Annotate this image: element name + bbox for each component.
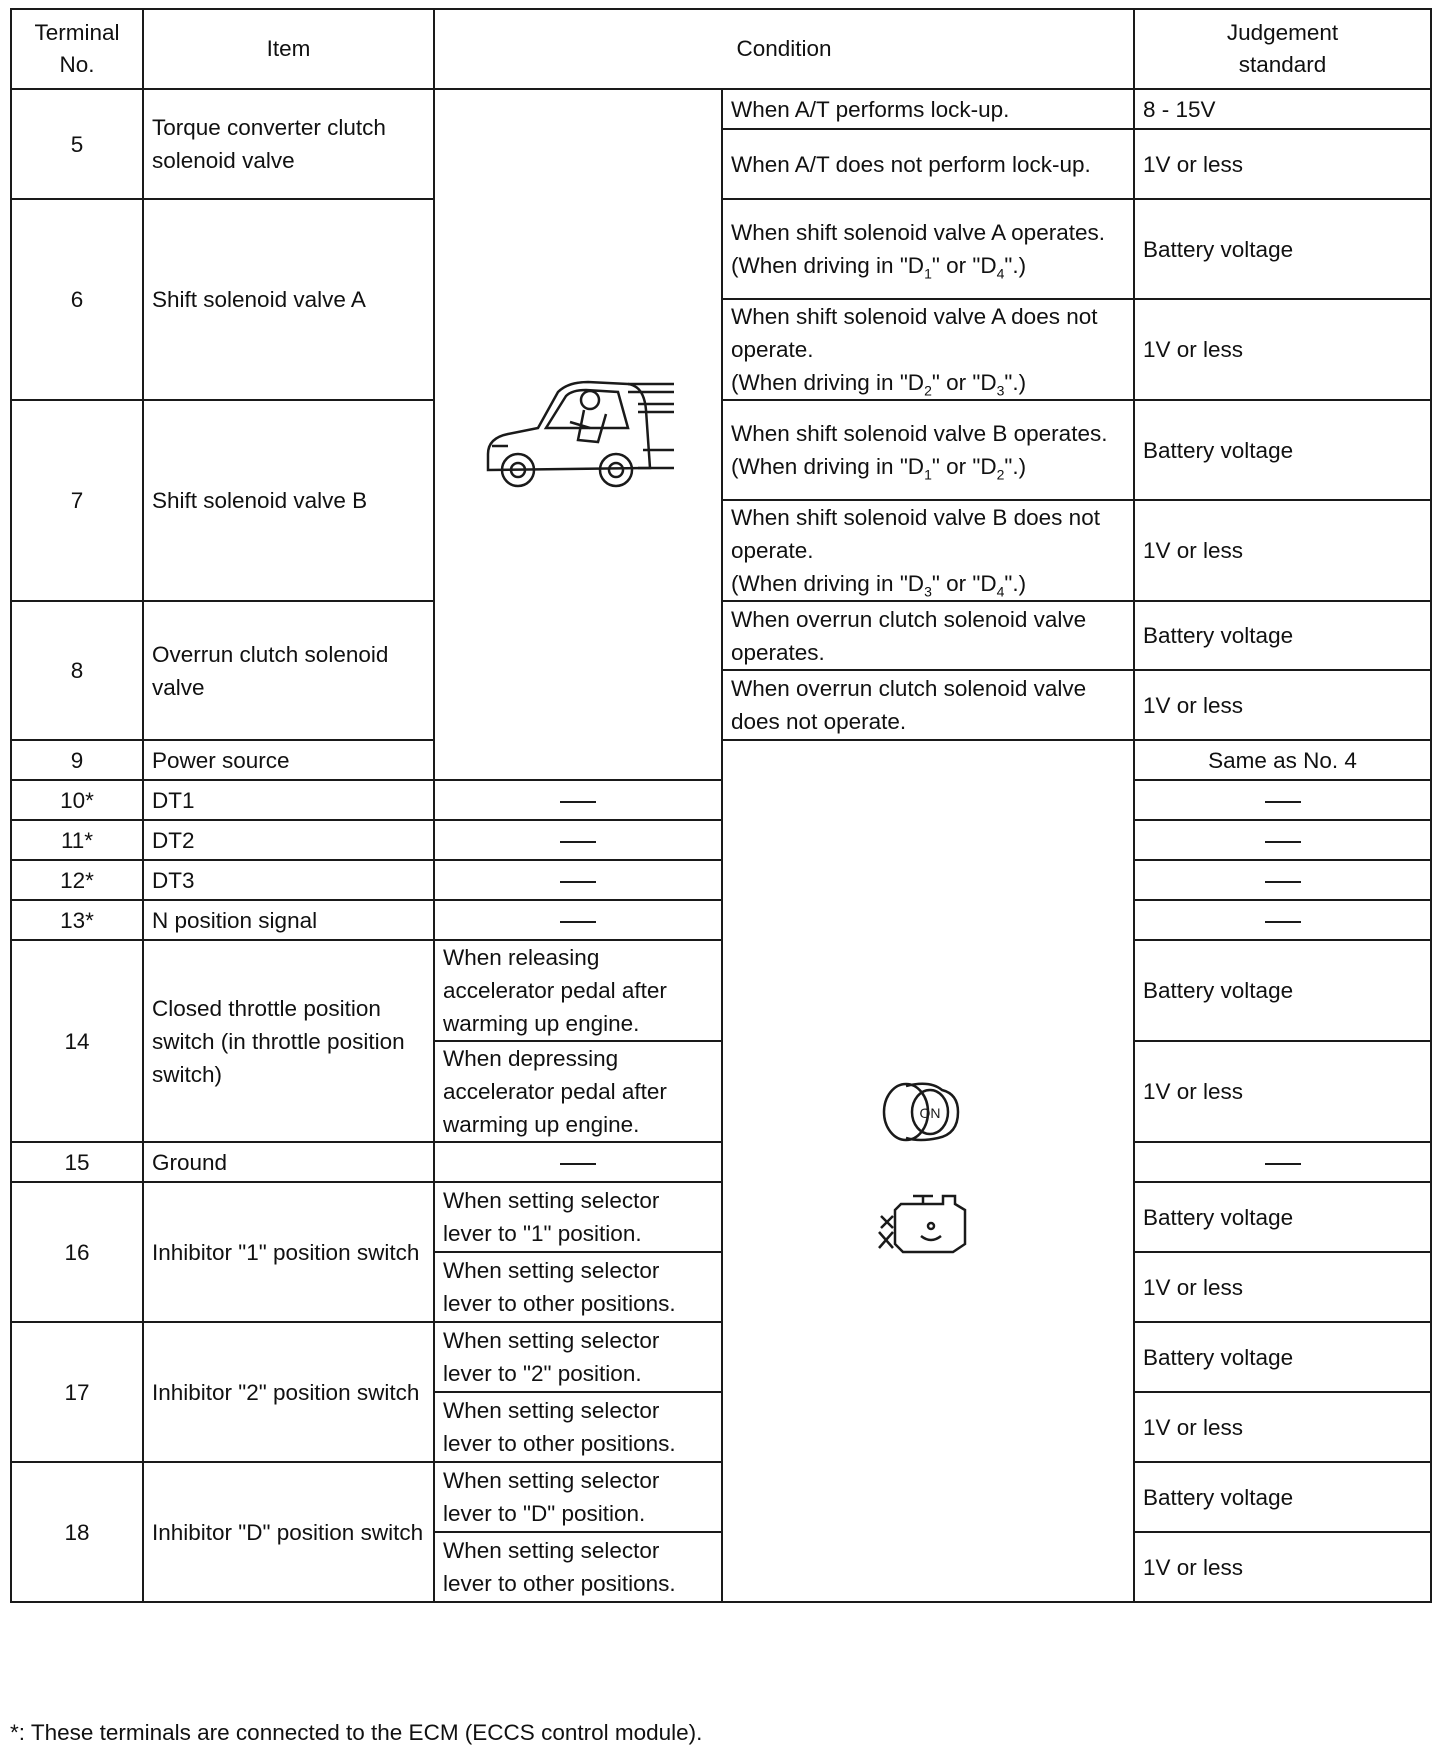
judgement-value: 1V or less [1134, 670, 1431, 740]
condition-text: When overrun clutch solenoid valve does not operate. [722, 670, 1134, 740]
item-name: Shift solenoid valve A [143, 199, 434, 400]
terminal-spec-sheet [10, 8, 1430, 1745]
terminal-no: 10* [11, 780, 143, 820]
judgement-value: Battery voltage [1134, 1462, 1431, 1532]
dash-mark [560, 801, 596, 803]
ignition-key-on-icon [868, 1076, 988, 1146]
svg-text:ON: ON [919, 1105, 941, 1121]
condition-text: When A/T performs lock-up. [722, 89, 1134, 129]
terminal-no: 8 [11, 601, 143, 740]
condition-text: When setting selector lever to "2" position. [434, 1322, 722, 1392]
header-judgement-standard: Judgement standard [1134, 9, 1431, 89]
judgement-value: Battery voltage [1134, 940, 1431, 1041]
footnote: *: These terminals are connected to the ECM (ECCS control module). [10, 1720, 703, 1745]
item-name: DT3 [143, 860, 434, 900]
table-row [11, 1322, 1431, 1392]
terminal-no: 15 [11, 1142, 143, 1182]
table-row [11, 860, 1431, 900]
item-name: DT1 [143, 780, 434, 820]
judgement-value: 1V or less [1134, 1041, 1431, 1142]
table-row [11, 900, 1431, 940]
table-row [11, 940, 1431, 1041]
terminal-no: 11* [11, 820, 143, 860]
dash-mark [1265, 801, 1301, 803]
header-condition: Condition [434, 9, 1134, 89]
dash-mark [560, 881, 596, 883]
item-name: DT2 [143, 820, 434, 860]
item-name: Ground [143, 1142, 434, 1182]
header-terminal-no: Terminal No. [11, 9, 143, 89]
condition-text: When shift solenoid valve A operates. (When driving in "$D_1$" or "$D_4$".) [722, 199, 1134, 299]
condition-text: When A/T does not perform lock-up. [722, 129, 1134, 199]
dash-mark [1265, 841, 1301, 843]
item-name: Inhibitor "2" position switch [143, 1322, 434, 1462]
condition-text: When overrun clutch solenoid valve operates. [722, 601, 1134, 670]
terminal-no: 6 [11, 199, 143, 400]
judgement-value: 8 - 15V [1134, 89, 1431, 129]
table-row [11, 1462, 1431, 1532]
terminal-no: 17 [11, 1322, 143, 1462]
item-name: Power source [143, 740, 434, 780]
terminal-no: 12* [11, 860, 143, 900]
item-name: N position signal [143, 900, 434, 940]
judgement-value: Battery voltage [1134, 1182, 1431, 1252]
terminal-no: 5 [11, 89, 143, 199]
ignition-engine-illustration-cell [722, 740, 1134, 1602]
condition-text: When shift solenoid valve B operates. (When driving in "$D_1$" or "$D_2$".) [722, 400, 1134, 500]
condition-text: When setting selector lever to other positions. [434, 1252, 722, 1322]
table-row [11, 820, 1431, 860]
car-driving-icon [478, 370, 678, 500]
terminal-no: 16 [11, 1182, 143, 1322]
table-row [11, 780, 1431, 820]
judgement-value: 1V or less [1134, 1532, 1431, 1602]
table-row [11, 1182, 1431, 1252]
condition-empty [434, 820, 722, 860]
terminal-no: 14 [11, 940, 143, 1142]
condition-text: When setting selector lever to other positions. [434, 1392, 722, 1462]
dash-mark [1265, 881, 1301, 883]
terminal-no: 18 [11, 1462, 143, 1602]
engine-running-icon [873, 1186, 983, 1266]
terminal-no: 13* [11, 900, 143, 940]
item-name: Torque converter clutch solenoid valve [143, 89, 434, 199]
dash-mark [560, 841, 596, 843]
condition-empty [434, 900, 722, 940]
condition-text: When shift solenoid valve B does not operate. (When driving in "$D_3$" or "$D_4$".) [722, 500, 1134, 601]
judgement-value: Battery voltage [1134, 400, 1431, 500]
condition-text: When shift solenoid valve A does not operate. (When driving in "$D_2$" or "$D_3$".) [722, 299, 1134, 400]
condition-empty [434, 1142, 722, 1182]
condition-empty [434, 780, 722, 820]
dash-mark [1265, 1163, 1301, 1165]
judgement-empty [1134, 780, 1431, 820]
driving-illustration-cell [434, 89, 722, 780]
terminal-table [10, 8, 1432, 1603]
condition-text: When setting selector lever to "1" position. [434, 1182, 722, 1252]
condition-text: Same as No. 4 [1134, 740, 1431, 780]
item-name: Closed throttle position switch (in throttle position switch) [143, 940, 434, 1142]
condition-empty [434, 860, 722, 900]
judgement-empty [1134, 860, 1431, 900]
header-row [11, 9, 1431, 89]
condition-text: When setting selector lever to "D" position. [434, 1462, 722, 1532]
judgement-value: Battery voltage [1134, 199, 1431, 299]
judgement-value: 1V or less [1134, 1252, 1431, 1322]
terminal-no: 7 [11, 400, 143, 601]
dash-mark [1265, 921, 1301, 923]
condition-text: When releasing accelerator pedal after warming up engine. [434, 940, 722, 1041]
dash-mark [560, 921, 596, 923]
judgement-empty [1134, 820, 1431, 860]
item-name: Inhibitor "1" position switch [143, 1182, 434, 1322]
judgement-value: 1V or less [1134, 299, 1431, 400]
judgement-value: 1V or less [1134, 129, 1431, 199]
judgement-empty [1134, 900, 1431, 940]
terminal-no: 9 [11, 740, 143, 780]
condition-text: When depressing accelerator pedal after warming up engine. [434, 1041, 722, 1142]
table-row [11, 89, 1431, 129]
item-name: Shift solenoid valve B [143, 400, 434, 601]
table-row [11, 1142, 1431, 1182]
judgement-value: 1V or less [1134, 500, 1431, 601]
judgement-empty [1134, 1142, 1431, 1182]
condition-text: When setting selector lever to other positions. [434, 1532, 722, 1602]
judgement-value: Battery voltage [1134, 1322, 1431, 1392]
judgement-value: Battery voltage [1134, 601, 1431, 670]
item-name: Inhibitor "D" position switch [143, 1462, 434, 1602]
header-item: Item [143, 9, 434, 89]
item-name: Overrun clutch solenoid valve [143, 601, 434, 740]
judgement-value: 1V or less [1134, 1392, 1431, 1462]
dash-mark [560, 1163, 596, 1165]
